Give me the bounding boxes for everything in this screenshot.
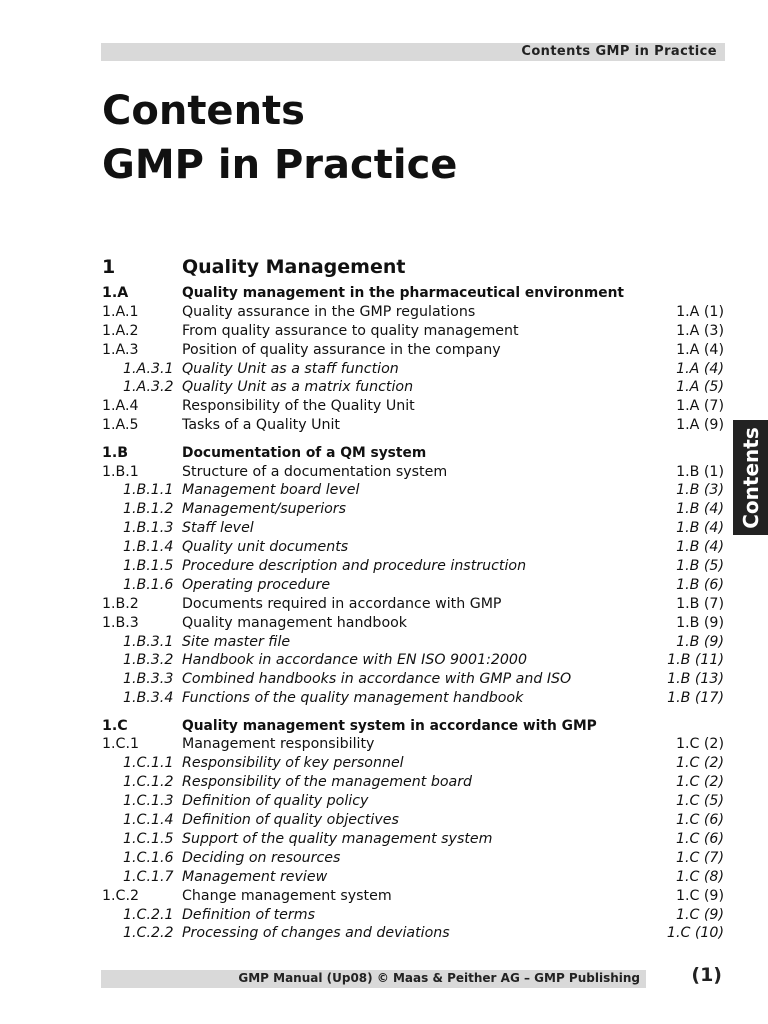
toc-entry-title: Quality Unit as a matrix function (182, 379, 414, 396)
toc-entry (101, 416, 724, 435)
toc-entry (101, 322, 724, 341)
toc-entry-page: 1.A (3) (676, 322, 724, 339)
toc-entry-number: 1.C.1.7 (123, 868, 174, 885)
toc-entry-number: 1.A.5 (102, 417, 139, 434)
toc-entry-title: Responsibility of the Quality Unit (182, 398, 415, 415)
toc-entry (101, 378, 724, 397)
toc-entry (101, 463, 724, 482)
toc-entry-number: 1.B.1.2 (123, 501, 174, 518)
toc-entry-number: 1.B.3.2 (123, 652, 174, 669)
toc-entry-title: Management/superiors (182, 501, 347, 518)
toc-entry-title: Quality Unit as a staff function (182, 360, 399, 377)
toc-entry-page: 1.C (6) (675, 830, 724, 847)
toc-entry-title: Tasks of a Quality Unit (182, 417, 340, 434)
toc-entry (101, 906, 724, 925)
toc-entry-number: 1.A.4 (102, 398, 139, 415)
page-number: (1) (691, 964, 722, 986)
toc-entry-title: Quality management system in accordance with GMP (182, 717, 597, 734)
toc-entry-number: 1.C.2.1 (123, 906, 174, 923)
toc-entry (101, 519, 724, 538)
toc-entry-page: 1.A (7) (676, 398, 724, 415)
toc-entry-number: 1.B.1.6 (123, 576, 174, 593)
toc-entry (101, 754, 724, 773)
running-footer (101, 970, 646, 988)
toc-entry-number: 1.A.3.1 (123, 360, 174, 377)
toc-entry-number: 1.B.2 (102, 595, 139, 612)
toc-entry-title: Combined handbooks in accordance with GMP and ISO (182, 671, 572, 688)
toc-entry-title: Quality management in the pharmaceutical environment (182, 285, 625, 301)
toc-entry-page: 1.B (9) (676, 614, 724, 631)
toc-entry-title: Support of the quality management system (182, 830, 493, 847)
toc-entry-page: 1.C (2) (675, 755, 724, 772)
toc-entry (101, 444, 724, 463)
toc-entry (101, 397, 724, 416)
toc-entry-number: 1.C.2.2 (123, 925, 174, 942)
toc-entry (101, 481, 724, 500)
toc-entry-title: From quality assurance to quality management (182, 322, 519, 339)
page-title (102, 84, 457, 192)
toc-entry (101, 811, 724, 830)
toc-entry-number: 1.C.1.2 (123, 774, 174, 791)
section-title: Quality Management (182, 256, 406, 278)
toc-entry-number: 1.B.1.4 (123, 539, 174, 556)
toc-entry (101, 360, 724, 379)
toc-entry-number: 1.C.1.4 (123, 812, 174, 829)
toc-entry-title: Position of quality assurance in the company (182, 341, 501, 358)
toc-entry-title: Quality assurance in the GMP regulations (182, 303, 476, 320)
toc-entry-page: 1.B (4) (676, 520, 724, 537)
toc-entry (101, 576, 724, 595)
toc-entry-number: 1.C.1.6 (123, 849, 174, 866)
toc-entry-title: Definition of terms (182, 906, 315, 923)
toc-entry-page: 1.B (4) (676, 501, 724, 518)
toc-entry-number: 1.B.1.3 (123, 520, 174, 537)
toc-entry-title: Handbook in accordance with EN ISO 9001:2000 (182, 652, 527, 669)
toc-entry (101, 670, 724, 689)
toc-entry-page: 1.B (13) (667, 671, 724, 688)
toc-entry (101, 773, 724, 792)
toc-entry-page: 1.A (4) (676, 360, 724, 377)
toc-entry-number: 1.B.1 (102, 463, 139, 480)
toc-entry-title: Staff level (182, 520, 254, 537)
toc-entry-number: 1.B.3.1 (123, 633, 174, 650)
toc-entry-page: 1.C (10) (666, 925, 724, 942)
toc-entry (101, 633, 724, 652)
running-footer-text: GMP Manual (Up08) © Maas & Peither AG – GMP Publishing (238, 971, 640, 985)
toc-entry-number: 1.C.1.3 (123, 793, 174, 810)
page-title-line-1: Contents (102, 88, 305, 134)
toc-entry-page: 1.B (17) (667, 690, 724, 707)
toc-entry-number: 1.C.1.1 (123, 755, 174, 772)
toc-entry (101, 284, 724, 303)
toc-entry-number: 1.C (102, 717, 128, 734)
toc-entry-page: 1.C (7) (675, 849, 724, 866)
toc-entry-title: Management review (182, 868, 328, 885)
toc-entry-number: 1.C.1.5 (123, 830, 174, 847)
toc-entry-page: 1.B (9) (676, 633, 724, 650)
toc-entry-title: Management board level (182, 482, 360, 499)
toc-entry-page: 1.C (2) (675, 774, 724, 791)
toc-entry-number: 1.A.3.2 (123, 379, 174, 396)
toc-entry-number: 1.B (102, 444, 129, 461)
table-of-contents (101, 284, 724, 943)
toc-entry-title: Definition of quality policy (182, 793, 369, 810)
toc-entry-page: 1.B (5) (676, 557, 724, 574)
toc-entry-page: 1.B (4) (676, 539, 724, 556)
toc-entry-number: 1.A.1 (102, 303, 139, 320)
toc-entry (101, 717, 724, 736)
toc-entry (101, 849, 724, 868)
toc-entry-page: 1.B (11) (667, 652, 724, 669)
toc-entry-page: 1.C (5) (675, 793, 724, 810)
toc-entry-title: Site master file (182, 633, 291, 650)
toc-entry-number: 1.B.3.3 (123, 671, 174, 688)
toc-entry (101, 830, 724, 849)
toc-entry-title: Operating procedure (182, 576, 331, 593)
toc-entry-title: Change management system (182, 887, 392, 904)
toc-entry-number: 1.A.2 (102, 322, 139, 339)
toc-entry-title: Responsibility of key personnel (182, 755, 404, 772)
toc-entry-number: 1.A.3 (102, 341, 139, 358)
toc-entry-title: Definition of quality objectives (182, 812, 399, 829)
toc-entry (101, 538, 724, 557)
toc-entry-number: 1.B.1.1 (123, 482, 174, 499)
toc-entry-page: 1.C (9) (675, 887, 724, 904)
toc-entry (101, 341, 724, 360)
toc-entry-title: Structure of a documentation system (182, 463, 448, 480)
toc-entry-title: Documentation of a QM system (182, 444, 427, 461)
contents-side-tab (733, 420, 768, 535)
toc-entry-title: Procedure description and procedure instruction (182, 557, 527, 574)
toc-entry-page: 1.A (4) (676, 341, 724, 358)
toc-entry-title: Functions of the quality management handbook (182, 690, 524, 707)
toc-entry-page: 1.B (1) (676, 463, 724, 480)
running-header (101, 43, 725, 61)
toc-entry-page: 1.C (8) (675, 868, 724, 885)
toc-entry (101, 735, 724, 754)
toc-entry-title: Quality unit documents (182, 539, 349, 556)
toc-entry-page: 1.B (7) (676, 595, 724, 612)
toc-entry-title: Processing of changes and deviations (182, 925, 450, 942)
toc-entry (101, 557, 724, 576)
toc-entry-number: 1.C.1 (102, 736, 139, 753)
toc-entry (101, 614, 724, 633)
toc-entry-page: 1.C (2) (675, 736, 724, 753)
toc-entry-title: Deciding on resources (182, 849, 341, 866)
toc-entry (101, 689, 724, 708)
toc-entry (101, 924, 724, 943)
toc-entry-number: 1.B.1.5 (123, 557, 174, 574)
toc-entry-title: Quality management handbook (182, 614, 408, 631)
page-title-line-2: GMP in Practice (102, 142, 458, 188)
running-header-text: Contents GMP in Practice (521, 44, 717, 59)
toc-entry-page: 1.A (9) (676, 417, 724, 434)
toc-entry-title: Responsibility of the management board (182, 774, 473, 791)
toc-entry-number: 1.B.3 (102, 614, 139, 631)
section-number: 1 (102, 256, 116, 278)
toc-entry-page: 1.C (6) (675, 812, 724, 829)
toc-entry-number: 1.A (102, 285, 129, 301)
toc-entry-page: 1.C (9) (675, 906, 724, 923)
toc-entry-page: 1.B (6) (676, 576, 724, 593)
toc-entry (101, 887, 724, 906)
contents-side-tab-label: Contents (738, 426, 763, 529)
toc-entry-number: 1.C.2 (102, 887, 139, 904)
toc-entry (101, 868, 724, 887)
toc-entry-page: 1.A (5) (676, 379, 724, 396)
toc-entry-number: 1.B.3.4 (123, 690, 174, 707)
toc-entry (101, 500, 724, 519)
toc-entry (101, 595, 724, 614)
toc-entry (101, 303, 724, 322)
toc-entry-page: 1.A (1) (676, 303, 724, 320)
toc-entry (101, 651, 724, 670)
toc-entry-title: Documents required in accordance with GMP (182, 595, 502, 612)
toc-entry (101, 792, 724, 811)
toc-entry-title: Management responsibility (182, 736, 375, 753)
toc-entry-page: 1.B (3) (676, 482, 724, 499)
